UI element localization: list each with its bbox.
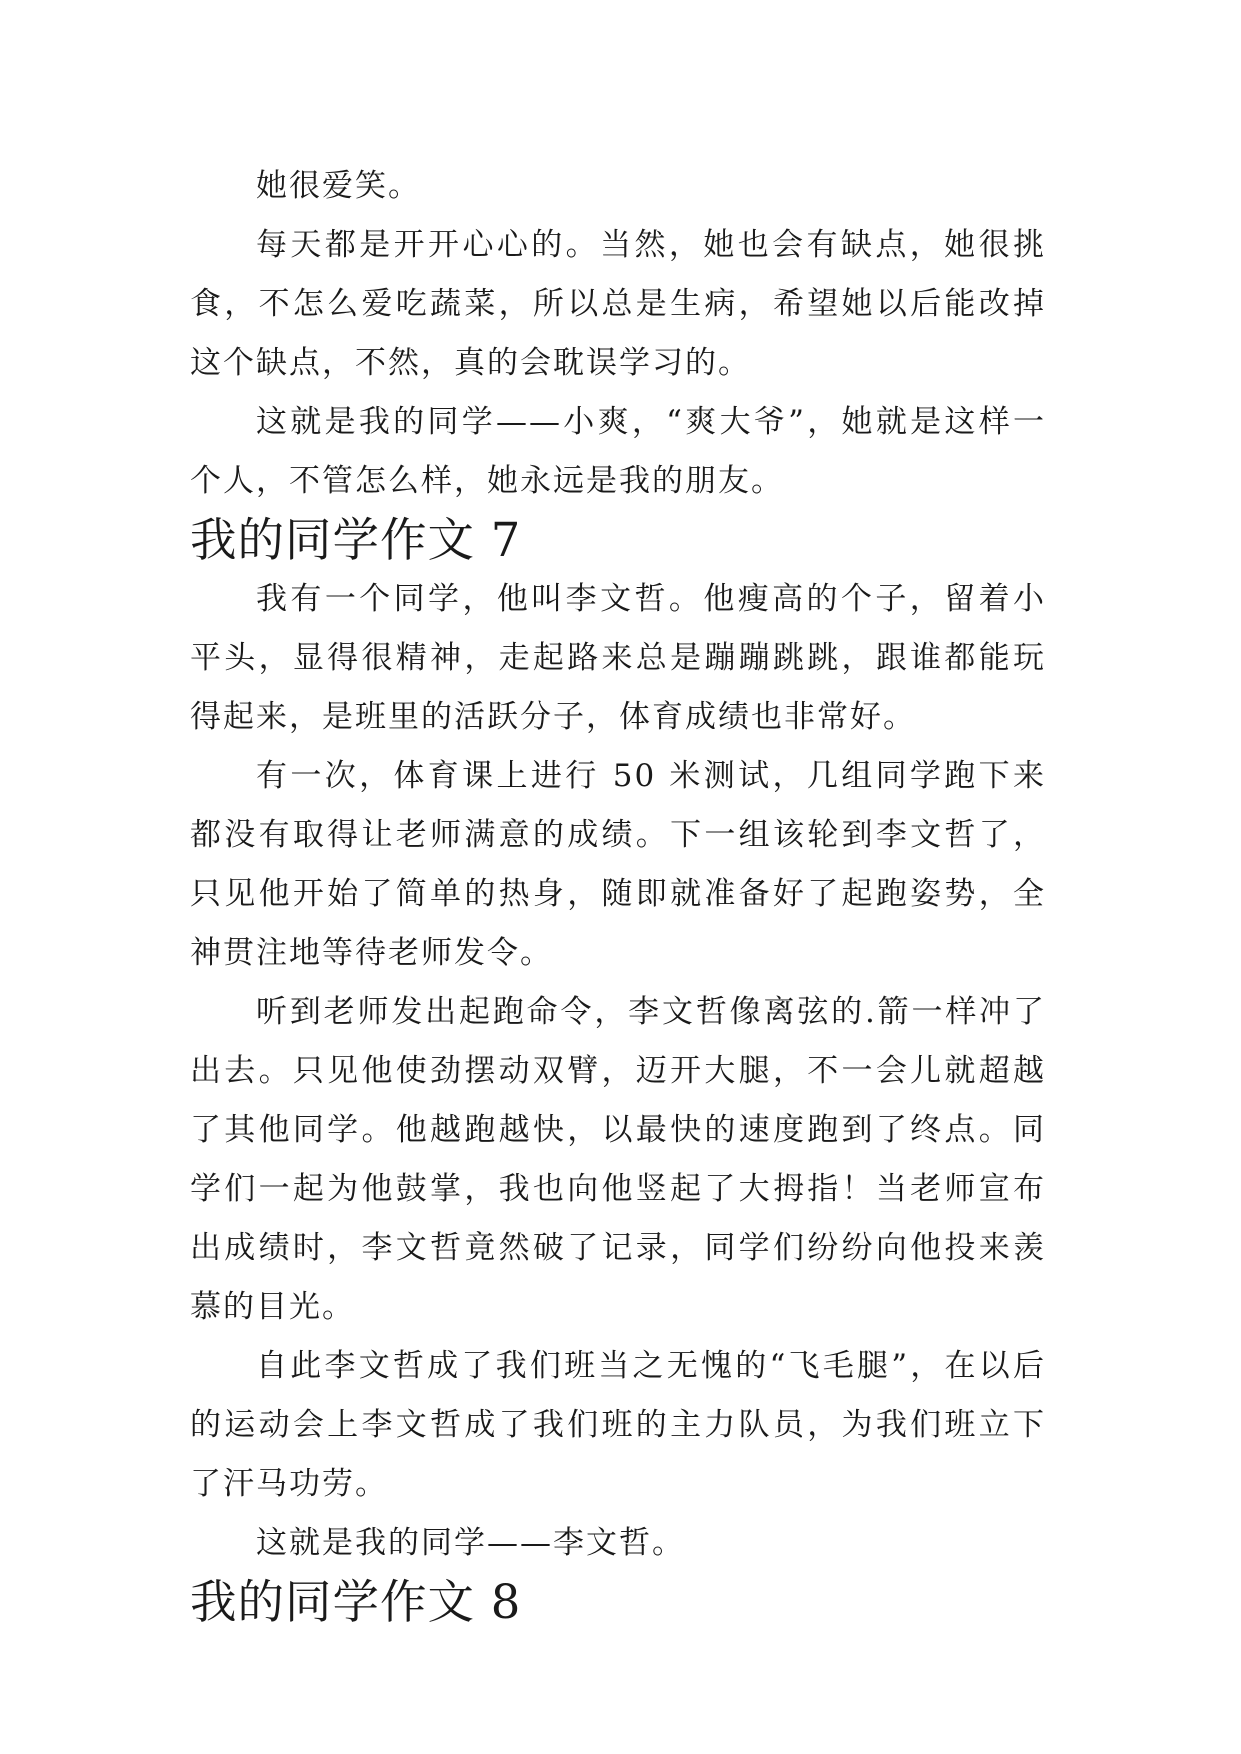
- paragraph: 她很爱笑。: [256, 168, 421, 204]
- paragraph: 自此李文哲成了我们班当之无愧的“飞毛腿”，在以后的运动会上李文哲成了我们班的主力队员，为我们班立下了汗马功劳。: [190, 1348, 1046, 1502]
- paragraph: 有一次，体育课上进行 50 米测试，几组同学跑下来都没有取得让老师满意的成绩。下一组该轮到李文哲了，只见他开始了简单的热身，随即就准备好了起跑姿势，全神贯注地等待老师发令。: [190, 758, 1046, 971]
- section-heading: 我的同学作文 7: [190, 513, 522, 567]
- paragraph: 听到老师发出起跑命令，李文哲像离弦的.箭一样冲了出去。只见他使劲摆动双臂，迈开大腿，不一会儿就超越了其他同学。他越跑越快，以最快的速度跑到了终点。同学们一起为他鼓掌，我也向他竖起了大拇指！当老师宣布出成绩时，李文哲竟然破了记录，同学们纷纷向他投来羡慕的目光。: [190, 994, 1046, 1325]
- paragraph: 这就是我的同学——李文哲。: [256, 1525, 685, 1561]
- paragraph: 这就是我的同学——小爽，“爽大爷”，她就是这样一个人，不管怎么样，她永远是我的朋友。: [190, 404, 1046, 499]
- document-body: [190, 157, 1046, 1632]
- section-heading: 我的同学作文 8: [190, 1575, 522, 1629]
- paragraph: 我有一个同学，他叫李文哲。他瘦高的个子，留着小平头，显得很精神，走起路来总是蹦蹦跳跳，跟谁都能玩得起来，是班里的活跃分子，体育成绩也非常好。: [190, 581, 1046, 735]
- paragraph: 每天都是开开心心的。当然，她也会有缺点，她很挑食，不怎么爱吃蔬菜，所以总是生病，希望她以后能改掉这个缺点，不然，真的会耽误学习的。: [190, 227, 1046, 381]
